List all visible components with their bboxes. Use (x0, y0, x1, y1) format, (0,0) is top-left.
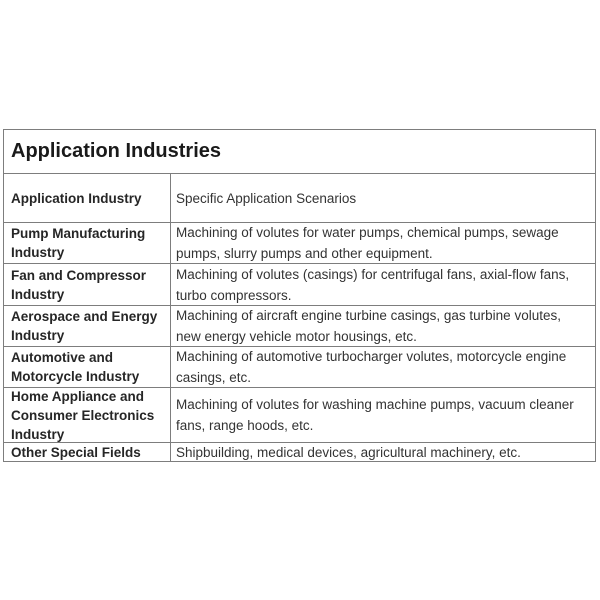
table-title: Application Industries (4, 130, 595, 174)
table-row (4, 305, 595, 346)
industry-cell: Aerospace and Energy Industry (4, 306, 171, 346)
table-row (4, 263, 595, 305)
scenarios-cell: Machining of volutes for water pumps, chemical pumps, sewage pumps, slurry pumps and other equipment. (176, 225, 559, 261)
scenarios-cell: Machining of volutes for washing machine pumps, vacuum cleaner fans, range hoods, etc. (176, 397, 574, 433)
column-header-industry: Application Industry (4, 174, 171, 222)
table-body (4, 174, 595, 461)
industry-cell: Fan and Compressor Industry (4, 264, 171, 305)
industry-cell: Home Appliance and Consumer Electronics Industry (4, 388, 171, 442)
table-row (4, 387, 595, 442)
table-row (4, 346, 595, 387)
table-header-row (4, 174, 595, 222)
table-row (4, 222, 595, 263)
column-header-scenarios: Specific Application Scenarios (176, 190, 357, 206)
scenarios-cell: Machining of aircraft engine turbine casings, gas turbine volutes, new energy vehicle motor housings, etc. (176, 308, 561, 344)
scenarios-cell: Shipbuilding, medical devices, agricultural machinery, etc. (176, 444, 521, 460)
industry-cell: Automotive and Motorcycle Industry (4, 347, 171, 387)
scenarios-cell: Machining of automotive turbocharger volutes, motorcycle engine casings, etc. (176, 349, 567, 385)
industry-cell: Other Special Fields (4, 443, 171, 461)
industry-cell: Pump Manufacturing Industry (4, 223, 171, 263)
scenarios-cell: Machining of volutes (casings) for centrifugal fans, axial-flow fans, turbo compressors. (176, 266, 570, 303)
table-row (4, 442, 595, 461)
application-industries-table (3, 129, 596, 462)
